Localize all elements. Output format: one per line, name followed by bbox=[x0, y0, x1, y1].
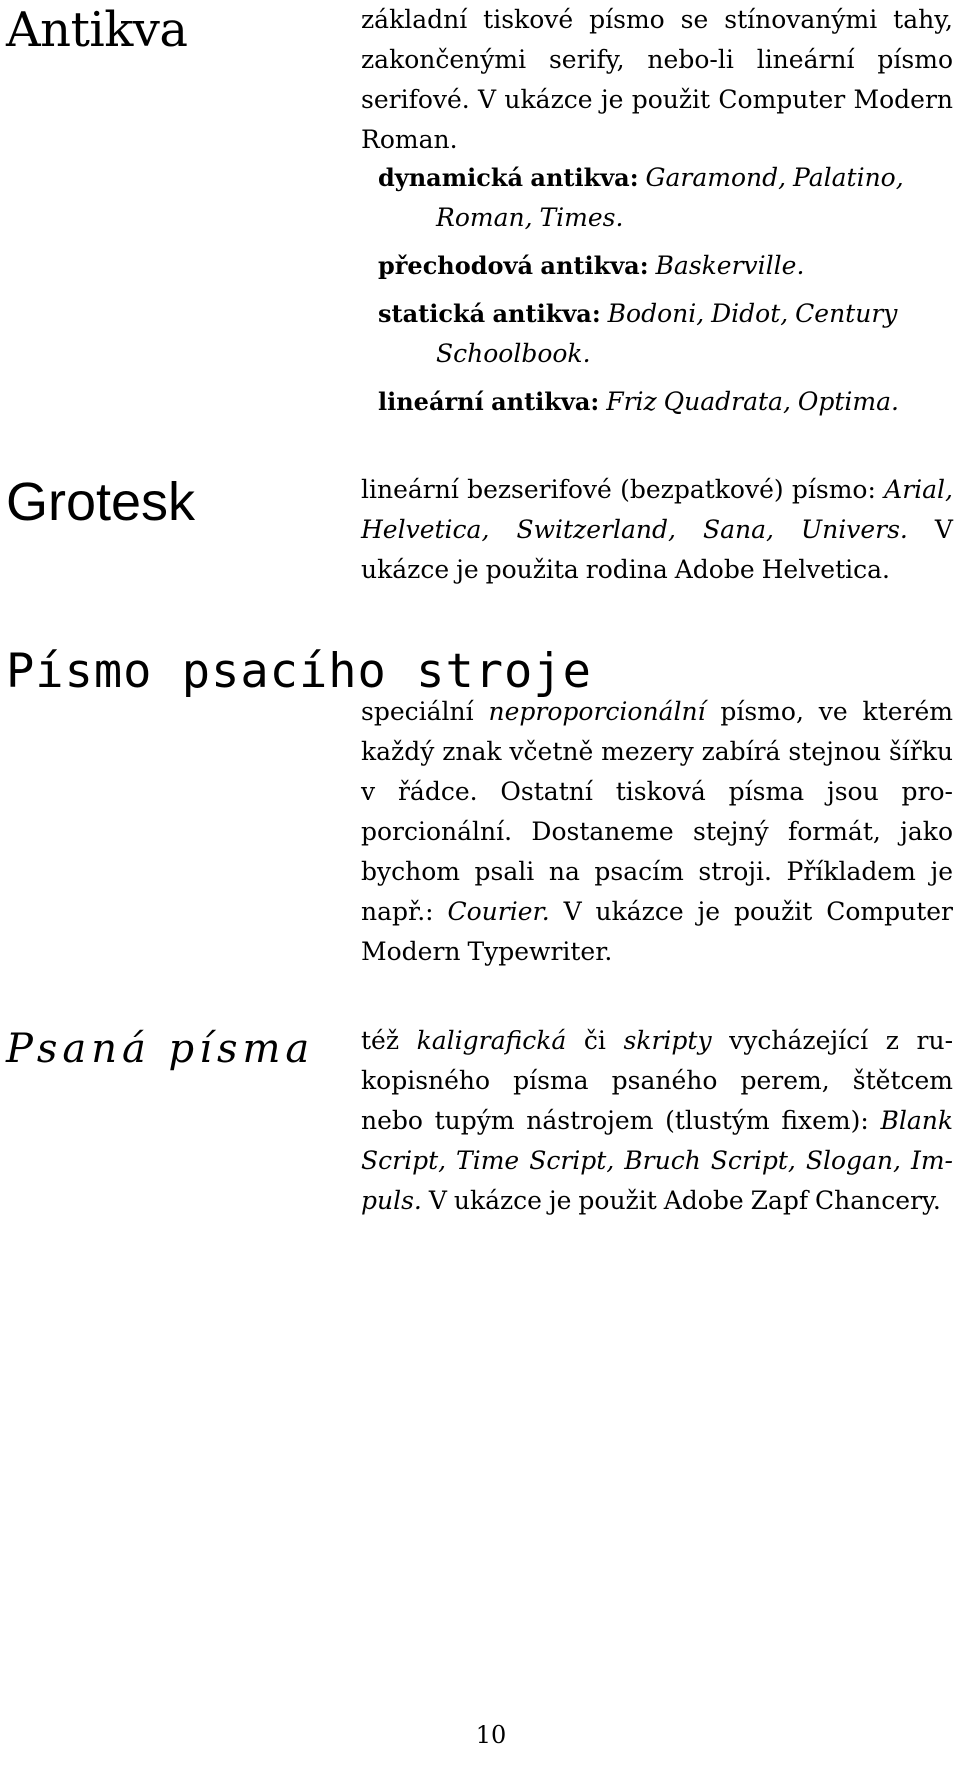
type-term: lineární antikva: bbox=[378, 387, 600, 416]
description-text: V ukázce je použita rodina Adobe Helvetica. bbox=[361, 515, 953, 584]
type-value: Baskerville. bbox=[655, 251, 805, 280]
description-text: speciální bbox=[361, 697, 489, 726]
font-examples: Courier. bbox=[447, 897, 550, 926]
type-term: statická antikva: bbox=[378, 299, 601, 328]
heading-script: Psaná písma bbox=[6, 1026, 315, 1072]
description-text: V ukázce je použit Computer Modern Typewriter. bbox=[361, 897, 954, 966]
heading-typewriter: Písmo psacího stroje bbox=[6, 644, 592, 699]
heading-antikva: Antikva bbox=[6, 2, 188, 58]
description-text: či bbox=[566, 1026, 624, 1055]
emphasis-text: skripty bbox=[623, 1026, 712, 1055]
type-value: Bodoni, Didot, Century Schoolbook. bbox=[436, 299, 898, 368]
type-term: přechodová antikva: bbox=[378, 251, 649, 280]
description-grotesk bbox=[361, 470, 953, 590]
emphasis-text: neproporcionální bbox=[488, 697, 706, 726]
description-text: lineární bezserifové (bezpatkové) písmo: bbox=[361, 475, 885, 504]
heading-grotesk: Grotesk bbox=[6, 472, 196, 532]
description-antikva: základní tiskové písmo se stínovanými tahy, zakončenými serify, nebo-li lineární písmo serifové. V ukázce je použit Computer Modern Roman. bbox=[361, 5, 953, 154]
antikva-types-list bbox=[378, 158, 953, 430]
description-text: písmo, ve kterém každý znak včetně mezery zabírá stejnou šířku v řádce. Ostatní tisková písma jsou proporcionální. Dostaneme stejný formát, jako bychom psali na psacím stroji. Příkladem je např.: bbox=[361, 697, 953, 926]
font-examples: Blank Script, Time Script, Bruch Script, Slogan, Impuls. bbox=[361, 1106, 953, 1215]
emphasis-text: kaligrafická bbox=[416, 1026, 567, 1055]
description-text: vycházející z rukopisného písma psaného perem, štětcem nebo tupým nástrojem (tlustým fixem): bbox=[361, 1026, 954, 1135]
description-text: též bbox=[361, 1026, 417, 1055]
list-item bbox=[378, 158, 953, 238]
description-typewriter bbox=[361, 692, 953, 972]
type-value: Garamond, Palatino, Roman, Times. bbox=[436, 163, 904, 232]
list-item bbox=[378, 246, 953, 286]
list-item bbox=[378, 382, 953, 422]
type-term: dynamická antikva: bbox=[378, 163, 639, 192]
page-number: 10 bbox=[475, 1721, 507, 1749]
list-item bbox=[378, 294, 953, 374]
description-text: V ukázce je použit Adobe Zapf Chancery. bbox=[421, 1186, 941, 1215]
type-value: Friz Quadrata, Optima. bbox=[606, 387, 899, 416]
font-examples: Arial, Helvetica, Switzerland, Sana, Univers. bbox=[361, 475, 953, 544]
description-script bbox=[361, 1021, 953, 1221]
